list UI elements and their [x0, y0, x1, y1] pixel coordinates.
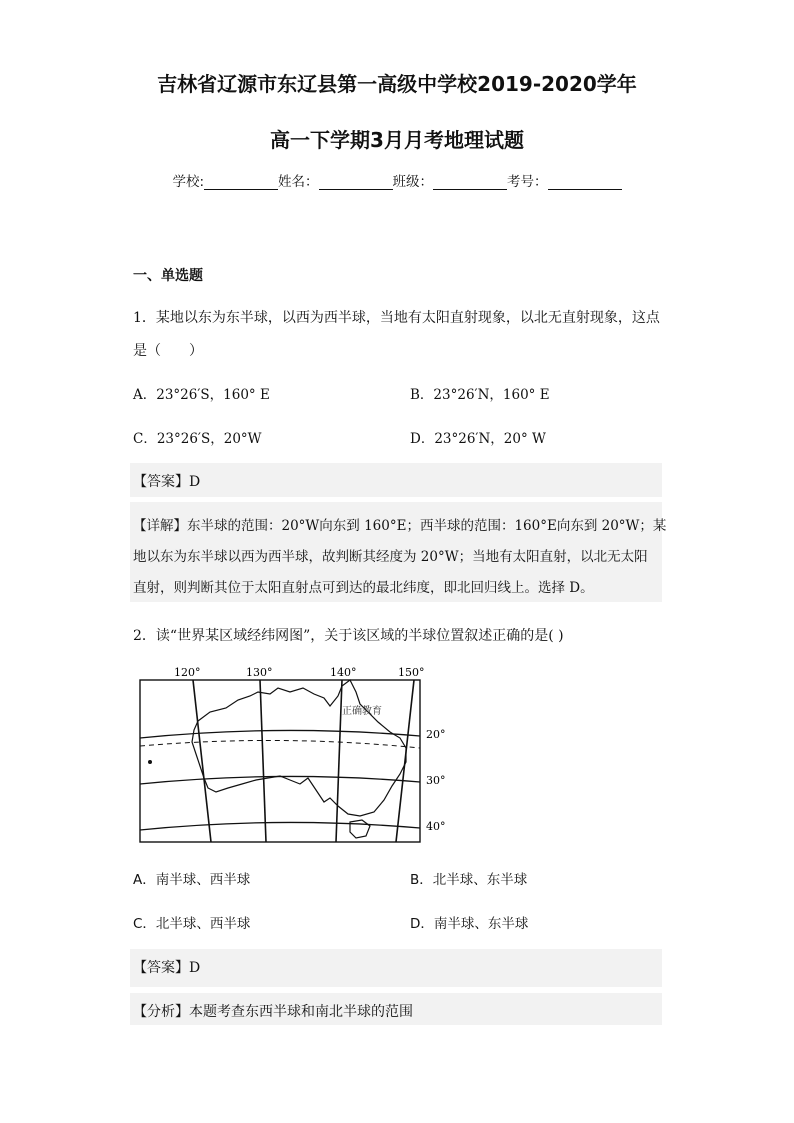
q2-answer-box — [130, 949, 662, 987]
q1-answer: 【答案】D — [133, 474, 201, 490]
student-info-row — [0, 170, 794, 190]
parallel-20 — [140, 730, 420, 738]
australia-outline — [192, 680, 406, 816]
id-label: 考号： — [507, 174, 548, 190]
meridian-140 — [336, 680, 342, 842]
lat-label-40: 40° — [426, 820, 446, 833]
map-frame — [140, 680, 420, 842]
q1-stem-line2: 是（ ） — [133, 343, 203, 359]
q2-answer: 【答案】D — [133, 960, 201, 976]
q1-option-c[interactable]: C．23°26′S，20°W — [133, 431, 262, 447]
q2-option-a[interactable]: A．南半球、西半球 — [133, 872, 251, 888]
name-label: 姓名： — [278, 174, 319, 190]
meridian-130 — [260, 680, 266, 842]
name-blank[interactable] — [319, 175, 393, 190]
q1-option-b[interactable]: B．23°26′N，160° E — [410, 387, 550, 403]
q2-option-b[interactable]: B．北半球、东半球 — [410, 872, 528, 888]
q1-option-d[interactable]: D．23°26′N，20° W — [410, 431, 546, 447]
q2-option-c[interactable]: C．北半球、西半球 — [133, 916, 251, 932]
q2-option-d[interactable]: D．南半球、东半球 — [410, 916, 529, 932]
map-watermark: 正确教育 — [342, 706, 382, 717]
q2-analysis: 【分析】本题考查东西半球和南北半球的范围 — [133, 1004, 413, 1020]
lon-label-150: 150° — [398, 666, 425, 679]
lon-label-130: 130° — [246, 666, 273, 679]
lat-label-20: 20° — [426, 728, 446, 741]
lat-label-30: 30° — [426, 774, 446, 787]
q1-option-a[interactable]: A．23°26′S，160° E — [133, 387, 270, 403]
city-dot — [148, 760, 152, 764]
id-blank[interactable] — [548, 175, 622, 190]
lat-lon-grid-map — [138, 666, 458, 846]
parallel-40 — [140, 822, 420, 830]
q1-detail-line3: 直射，则判断其位于太阳直射点可到达的最北纬度，即北回归线上。选择 D。 — [133, 580, 594, 596]
exam-title-line1: 吉林省辽源市东辽县第一高级中学校2019-2020学年 — [157, 72, 637, 96]
parallel-30 — [140, 776, 420, 784]
section-title: 一、单选题 — [133, 268, 203, 284]
exam-title-line2: 高一下学期3月月考地理试题 — [270, 128, 524, 152]
lon-label-140: 140° — [330, 666, 357, 679]
meridian-120 — [193, 680, 211, 842]
q1-answer-box — [130, 463, 662, 497]
q2-stem: 2．读“世界某区域经纬网图”，关于该区域的半球位置叙述正确的是( ) — [133, 628, 564, 644]
school-blank[interactable] — [204, 175, 278, 190]
tasmania-outline — [350, 820, 370, 838]
q1-detail-line1: 【详解】东半球的范围：20°W向东到 160°E；西半球的范围：160°E向东到 20°W；某 — [133, 518, 667, 534]
tropic-of-capricorn — [140, 740, 420, 748]
class-blank[interactable] — [433, 175, 507, 190]
meridian-150 — [396, 680, 414, 842]
class-label: 班级： — [392, 174, 434, 190]
q1-detail-line2: 地以东为东半球以西为西半球，故判断其经度为 20°W；当地有太阳直射，以北无太阳 — [133, 549, 648, 565]
q1-stem-line1: 1．某地以东为东半球，以西为西半球，当地有太阳直射现象，以北无直射现象，这点 — [133, 310, 660, 326]
school-label: 学校: — [172, 174, 205, 190]
lon-label-120: 120° — [174, 666, 201, 679]
